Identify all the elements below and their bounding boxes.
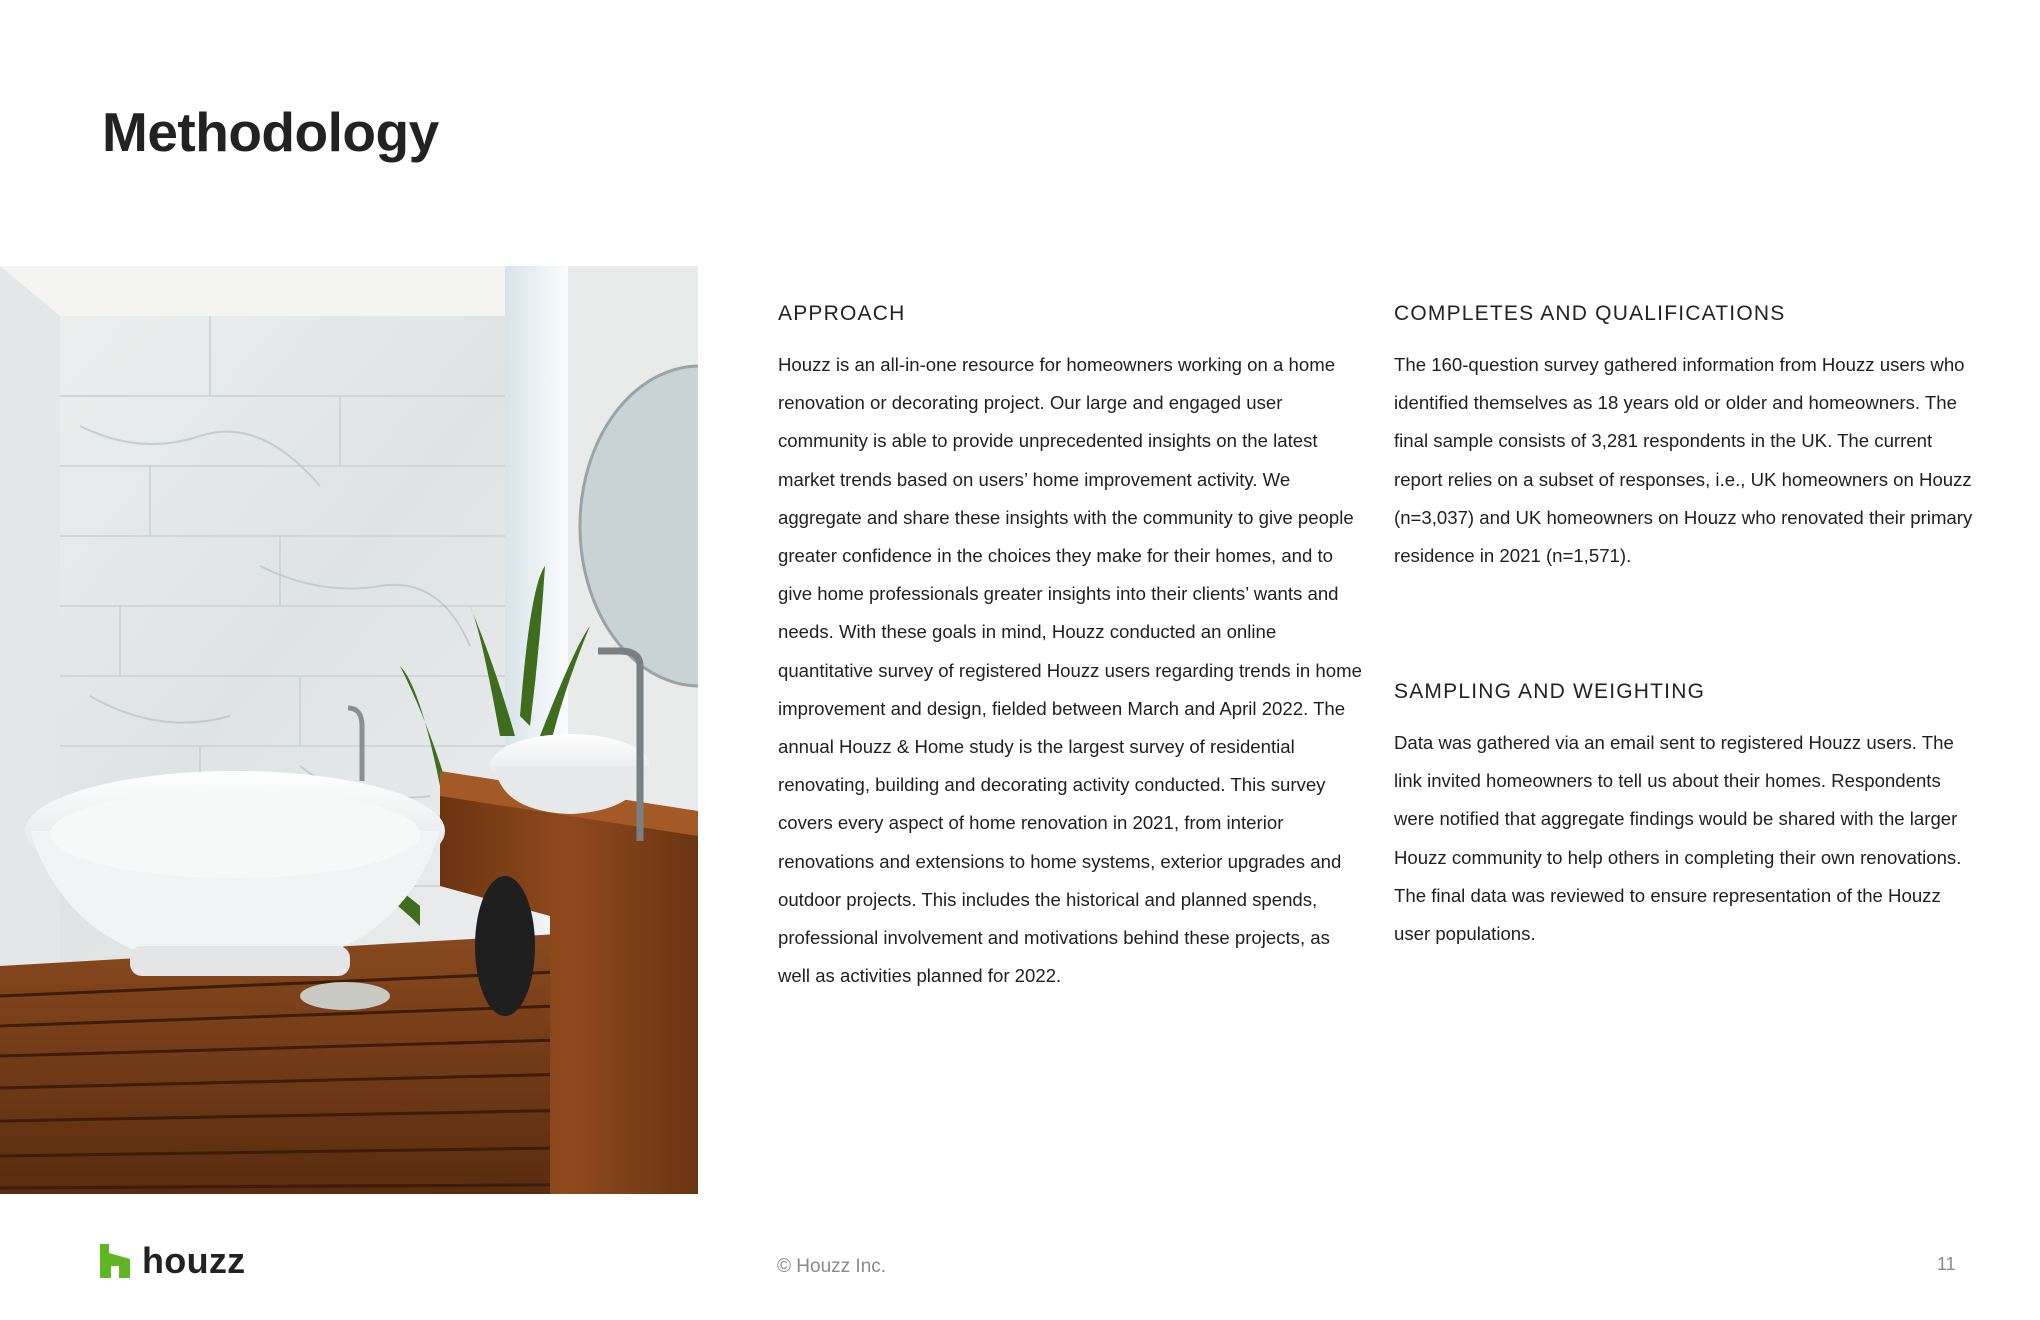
completes-heading: COMPLETES AND QUALIFICATIONS bbox=[1394, 302, 1786, 325]
page-number: 11 bbox=[1937, 1254, 1956, 1274]
approach-section bbox=[778, 302, 1363, 995]
completes-section bbox=[1394, 302, 1974, 575]
houzz-logo bbox=[100, 1240, 245, 1282]
copyright-notice: © Houzz Inc. bbox=[777, 1256, 887, 1277]
sampling-heading: SAMPLING AND WEIGHTING bbox=[1394, 680, 1706, 703]
sampling-section bbox=[1394, 680, 1974, 953]
brand-wordmark: houzz bbox=[142, 1240, 246, 1281]
approach-heading: APPROACH bbox=[778, 302, 906, 325]
bathroom-photo bbox=[0, 266, 698, 1194]
houzz-logo-icon bbox=[100, 1244, 130, 1278]
page-title: Methodology bbox=[102, 101, 439, 163]
completes-body: The 160-question survey gathered information from Houzz users who identified themselves as 18 years old or older and homeowners. The final sample consists of 3,281 respondents in the UK. The current report relies on a subset of responses, i.e., UK homeowners on Houzz (n=3,037) and UK homeowners on Houzz who renovated their primary residence in 2021 (n=1,571). bbox=[1394, 354, 1973, 567]
approach-body: Houzz is an all-in-one resource for homeowners working on a home renovation or decorating project. Our large and engaged user community is able to provide unprecedented insights on the latest market trends based on users’ home improvement activity. We aggregate and share these insights with the community to give people greater confidence in the choices they make for their homes, and to give home professionals greater insights into their clients’ wants and needs. With these goals in mind, Houzz conducted an online quantitative survey of registered Houzz users regarding trends in home improvement and design, fielded between March and April 2022. The annual Houzz & Home study is the largest survey of residential renovating, building and decorating activity conducted. This survey covers every aspect of home renovation in 2021, from interior renovations and extensions to home systems, exterior upgrades and outdoor projects. This includes the historical and planned spends, professional involvement and motivations behind these projects, as well as activities planned for 2022. bbox=[778, 354, 1362, 987]
sampling-body: Data was gathered via an email sent to registered Houzz users. The link invited homeowners to tell us about their homes. Respondents were notified that aggregate findings would be shared with the larger Houzz community to help others in completing their own renovations. The final data was reviewed to ensure representation of the Houzz user populations. bbox=[1394, 732, 1962, 945]
